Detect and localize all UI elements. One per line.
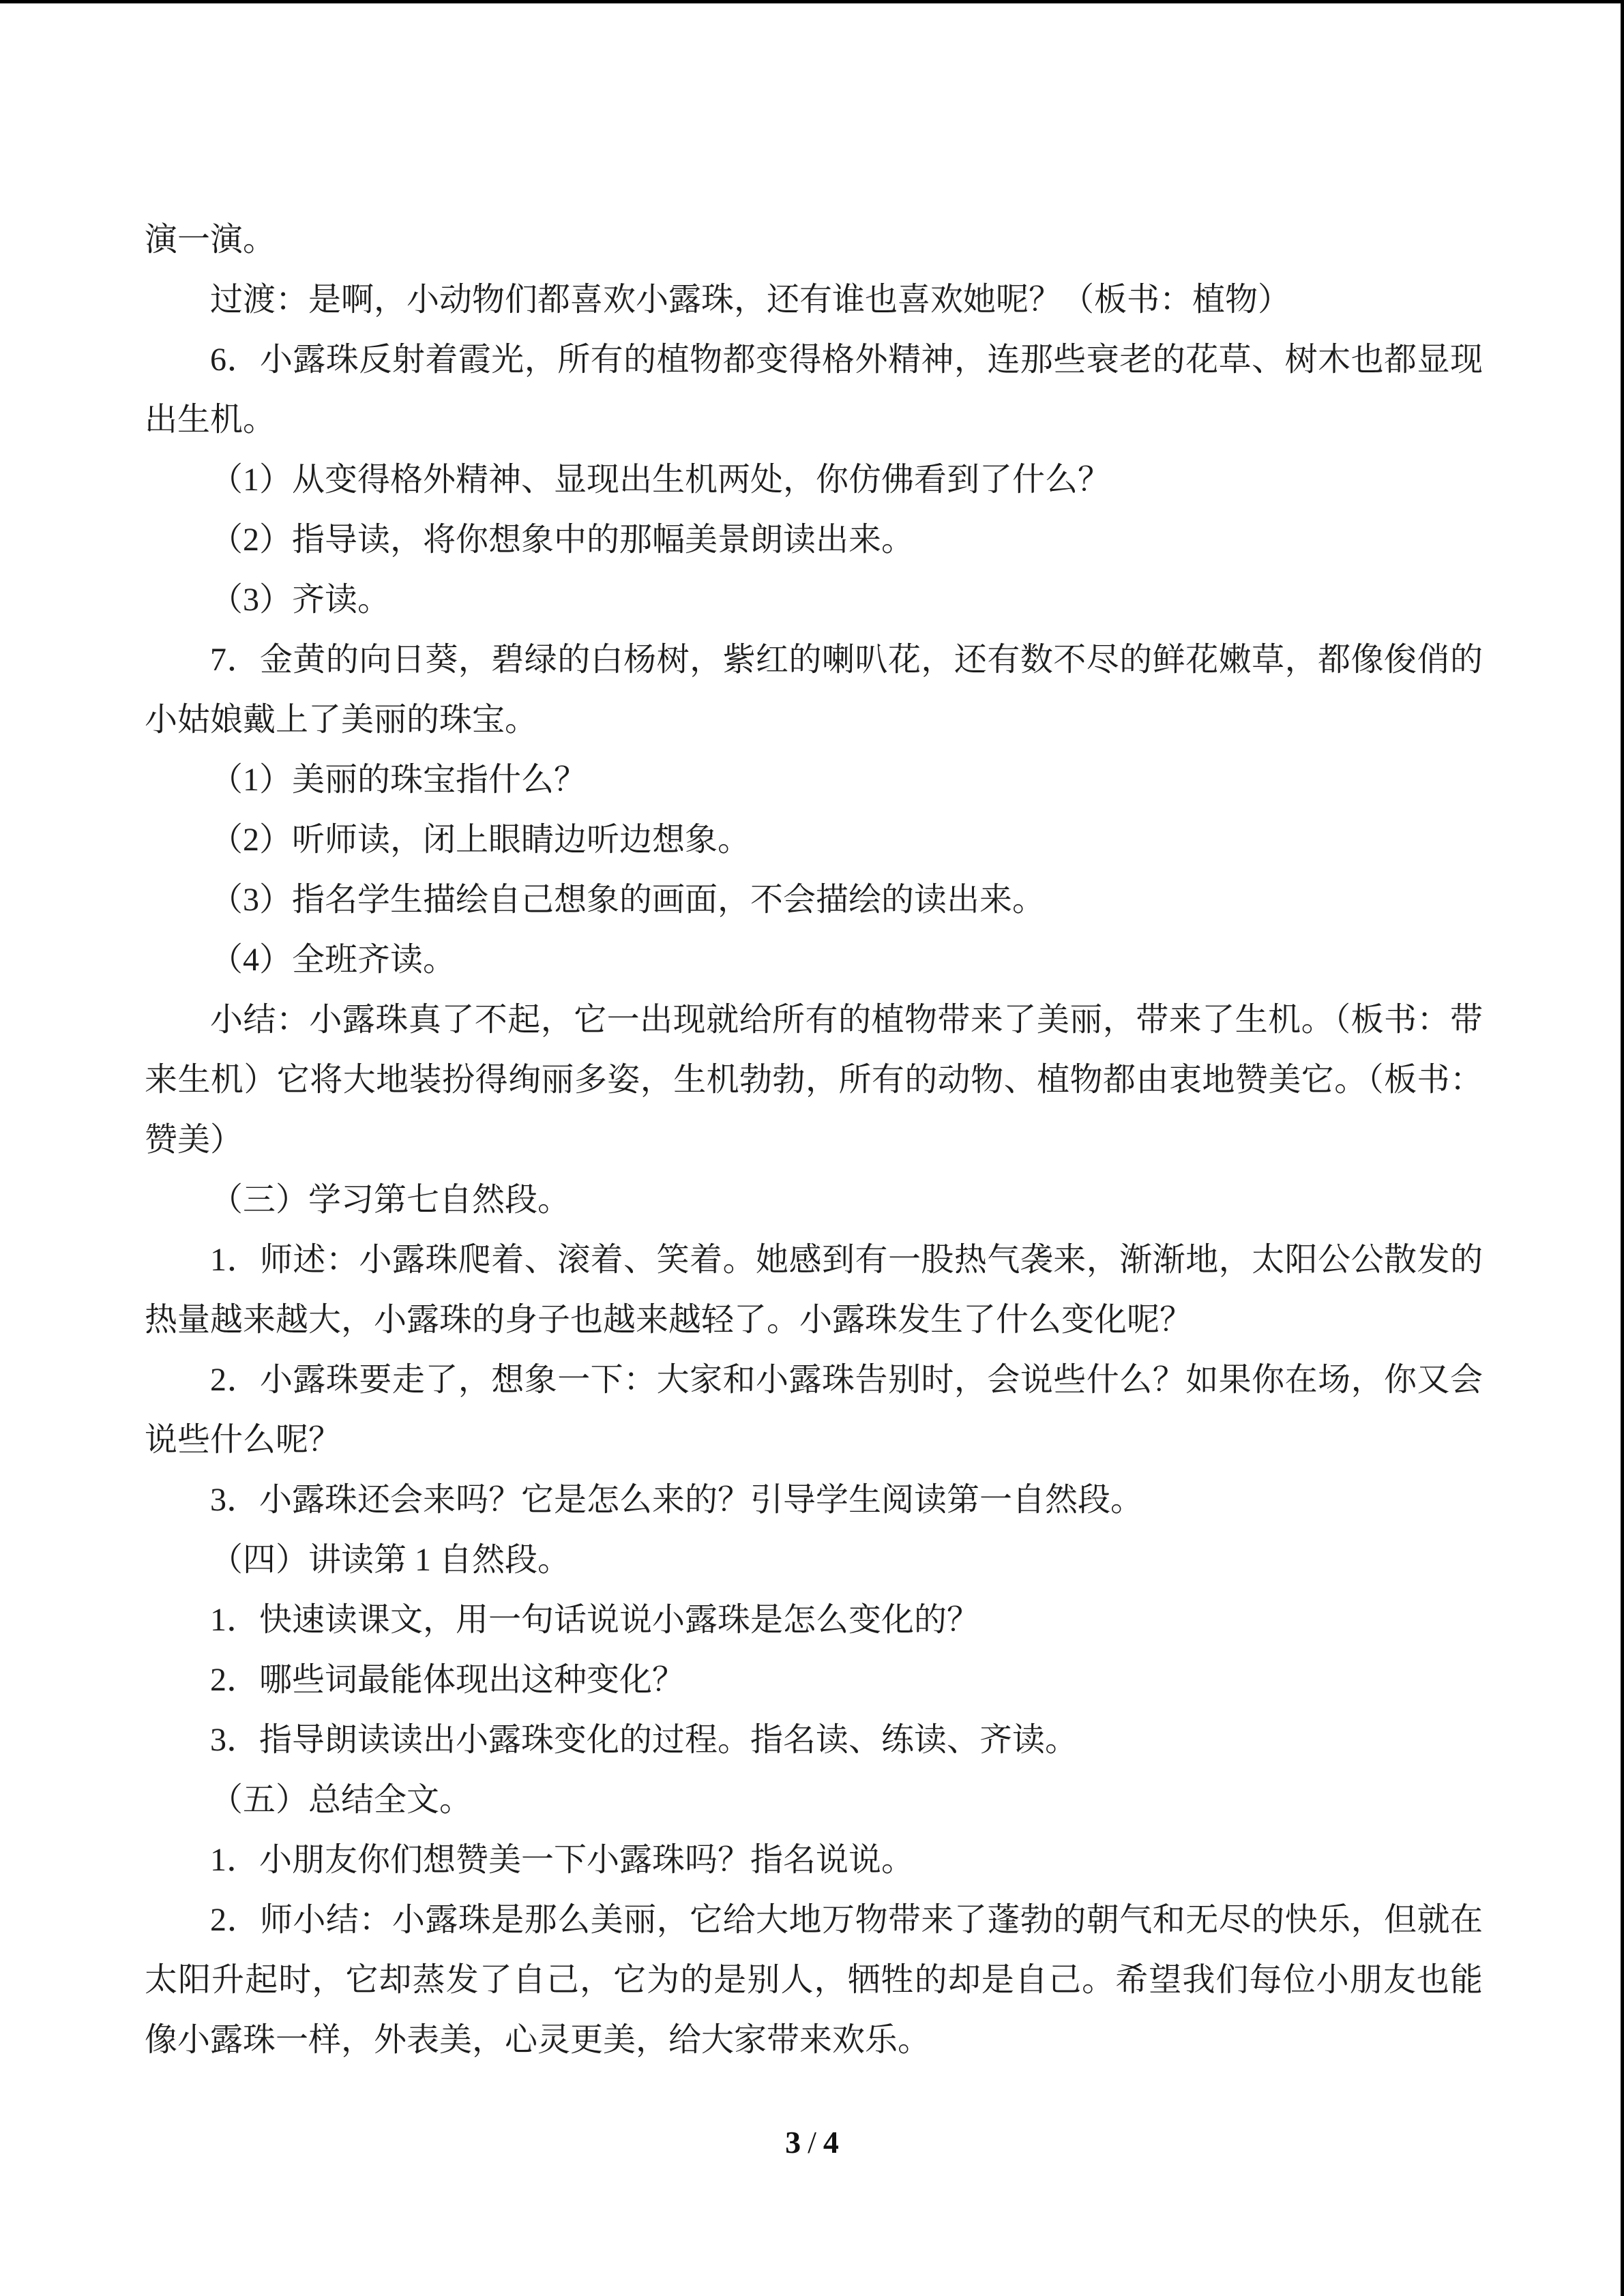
paragraph: （2）听师读，闭上眼睛边听边想象。 — [210, 822, 751, 858]
page-number-separator: / — [808, 2125, 816, 2160]
paragraph: 2．师小结：小露珠是那么美丽，它给大地万物带来了蓬勃的朝气和无尽的快乐，但就在太阳升起时，它却蒸发了自己，它为的是别人，牺牲的却是自己。希望我们每位小朋友也能像小露珠一样，外表美，心灵更美，给大家带来欢乐。 — [145, 1902, 1483, 2058]
paragraph: （3）齐读。 — [210, 582, 391, 618]
paragraph: （4）全班齐读。 — [210, 942, 456, 978]
paragraph: （四）讲读第 1 自然段。 — [210, 1542, 571, 1578]
paragraph: 6．小露珠反射着霞光，所有的植物都变得格外精神，连那些衰老的花草、树木也都显现出生机。 — [145, 342, 1483, 438]
paragraph: （1）美丽的珠宝指什么？ — [210, 762, 587, 798]
paragraph: 7．金黄的向日葵，碧绿的白杨树，紫红的喇叭花，还有数不尽的鲜花嫩草，都像俊俏的小姑娘戴上了美丽的珠宝。 — [145, 642, 1483, 738]
scan-edge-top — [0, 0, 1624, 3]
total-pages: 4 — [823, 2125, 839, 2160]
paragraph: （五）总结全文。 — [210, 1782, 473, 1818]
paragraph: 1．师述：小露珠爬着、滚着、笑着。她感到有一股热气袭来，渐渐地，太阳公公散发的热量越来越大，小露珠的身子也越来越轻了。小露珠发生了什么变化呢？ — [145, 1242, 1483, 1338]
paragraph: （1）从变得格外精神、显现出生机两处，你仿佛看到了什么？ — [210, 462, 1111, 498]
paragraph: （2）指导读，将你想象中的那幅美景朗读出来。 — [210, 522, 915, 558]
paragraph: 2．小露珠要走了，想象一下：大家和小露珠告别时，会说些什么？如果你在场，你又会说些什么呢？ — [145, 1362, 1483, 1458]
paragraph: 演一演。 — [145, 222, 276, 258]
paragraph: 3．指导朗读读出小露珠变化的过程。指名读、练读、齐读。 — [210, 1722, 1078, 1758]
lesson-plan-body — [145, 210, 1483, 2070]
paragraph: 小结：小露珠真了不起，它一出现就给所有的植物带来了美丽，带来了生机。（板书：带来生机）它将大地装扮得绚丽多姿，生机勃勃，所有的动物、植物都由衷地赞美它。（板书：赞美） — [145, 1002, 1483, 1158]
scan-edge-right — [1621, 0, 1624, 2296]
current-page: 3 — [785, 2125, 801, 2160]
paragraph: 2．哪些词最能体现出这种变化？ — [210, 1662, 685, 1698]
paragraph: 3．小露珠还会来吗？它是怎么来的？引导学生阅读第一自然段。 — [210, 1482, 1144, 1518]
paragraph: 1．小朋友你们想赞美一下小露珠吗？指名说说。 — [210, 1842, 915, 1878]
paragraph: 过渡：是啊，小动物们都喜欢小露珠，还有谁也喜欢她呢？（板书：植物） — [210, 282, 1291, 318]
paragraph: （三）学习第七自然段。 — [210, 1182, 571, 1218]
page-number — [0, 2125, 1624, 2160]
paragraph: 1．快速读课文，用一句话说说小露珠是怎么变化的？ — [210, 1602, 980, 1638]
paragraph: （3）指名学生描绘自己想象的画面，不会描绘的读出来。 — [210, 882, 1046, 918]
